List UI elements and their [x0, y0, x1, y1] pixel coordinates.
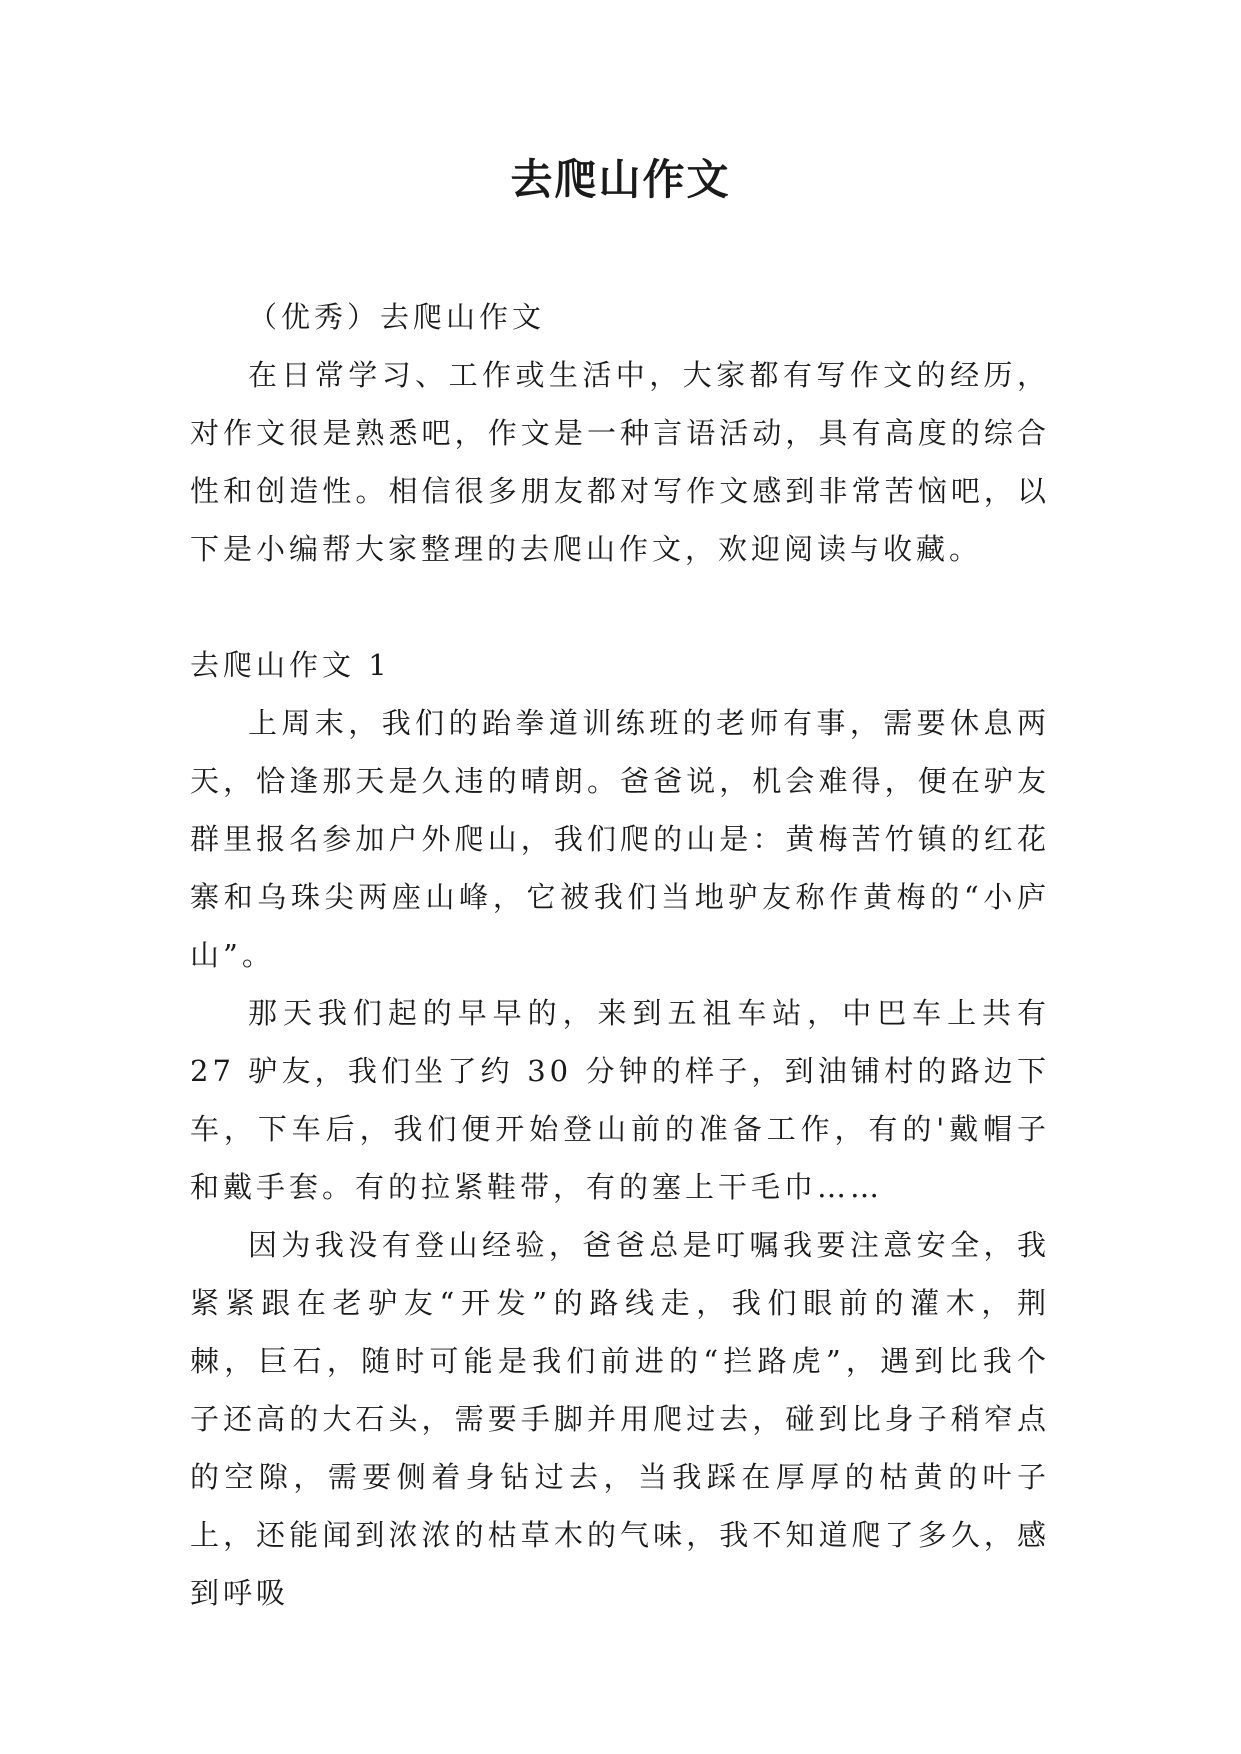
body-paragraph-2: 那天我们起的早早的，来到五祖车站，中巴车上共有 27 驴友，我们坐了约 30 分钟的样子，到油铺村的路边下车，下车后，我们便开始登山前的准备工作，有的'戴帽子和戴手套。有的拉紧鞋带，有的塞上干毛巾…… [190, 996, 1050, 1204]
document-body [190, 288, 1050, 1622]
body-paragraph-1: 上周末，我们的跆拳道训练班的老师有事，需要休息两天，恰逢那天是久违的晴朗。爸爸说，机会难得，便在驴友群里报名参加户外爬山，我们爬的山是：黄梅苦竹镇的红花寨和乌珠尖两座山峰，它被我们当地驴友称作黄梅的“小庐山”。 [190, 706, 1050, 972]
intro-paragraph: 在日常学习、工作或生活中，大家都有写作文的经历，对作文很是熟悉吧，作文是一种言语活动，具有高度的综合性和创造性。相信很多朋友都对写作文感到非常苦恼吧，以下是小编帮大家整理的去爬山作文，欢迎阅读与收藏。 [190, 358, 1050, 566]
document-title: 去爬山作文 [510, 155, 731, 204]
body-paragraph-3: 因为我没有登山经验，爸爸总是叮嘱我要注意安全，我紧紧跟在老驴友“开发”的路线走，我们眼前的灌木，荆棘，巨石，随时可能是我们前进的“拦路虎”，遇到比我个子还高的大石头，需要手脚并用爬过去，碰到比身子稍窄点的空隙，需要侧着身钻过去，当我踩在厚厚的枯黄的叶子上，还能闻到浓浓的枯草木的气味，我不知道爬了多久，感到呼吸 [190, 1228, 1050, 1610]
document-subtitle: （优秀）去爬山作文 [248, 300, 546, 334]
section-heading: 去爬山作文 1 [190, 648, 391, 682]
